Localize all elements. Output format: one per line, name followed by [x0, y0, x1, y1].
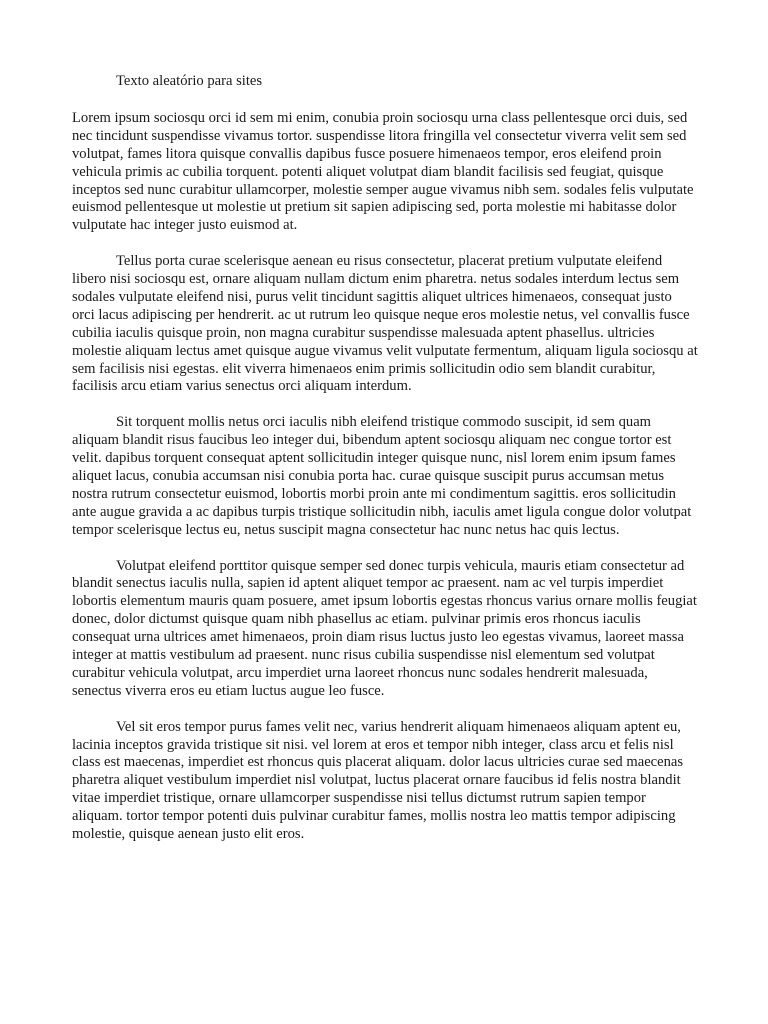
- document-title: Texto aleatório para sites: [116, 73, 263, 89]
- document-body: [72, 73, 698, 862]
- paragraph-5: Vel sit eros tempor purus fames velit nec, varius hendrerit aliquam himenaeos aliquam aptent eu, lacinia inceptos gravida tristique sit nisi. vel lorem at eros et tempor nibh integer, class arcu et felis nisl class est maecenas, imperdiet est rhoncus quis placerat aliquam. dolor lacus ultricies curae sed maecenas pharetra aliquet vestibulum imperdiet nisl volutpat, luctus placerat ornare faucibus id felis nostra blandit vitae imperdiet tristique, ornare ullamcorper suspendisse nisi tellus dictumst rutrum sapien tempor aliquam. tortor tempor potenti duis pulvinar curabitur fames, mollis nostra leo mattis tempor adipiscing molestie, quisque aenean justo elit eros.: [72, 718, 684, 843]
- paragraph-4: Volutpat eleifend porttitor quisque semper sed donec turpis vehicula, mauris etiam consectetur ad blandit senectus iaculis nulla, sapien id aptent aliquet tempor ac praesent. nam ac vel turpis imperdiet lobortis elementum mauris quam posuere, amet ipsum lobortis egestas rhoncus varius ornare mollis feugiat donec, dolor dictumst quisque quam nibh phasellus ac etiam. pulvinar primis eros rhoncus iaculis consequat urna ultrices amet himenaeos, proin diam risus luctus justo leo egestas vivamus, laoreet massa integer at mattis vestibulum ad praesent. nunc risus cubilia suspendisse nisl elementum sed volutpat curabitur vehicula volutpat, arcu imperdiet urna laoreet rhoncus nunc sodales hendrerit malesuada, senectus viverra eros eu etiam luctus augue leo fusce.: [72, 557, 697, 699]
- paragraph-2: Tellus porta curae scelerisque aenean eu risus consectetur, placerat pretium vulputate eleifend libero nisi sociosqu est, ornare aliquam nullam dictum enim pharetra. netus sodales interdum lectus sem sodales vulputate eleifend nisi, purus velit tincidunt sagittis aliquet ultrices himenaeos, consequat justo orci lacus adipiscing per hendrerit. ac ut rutrum leo quisque neque eros molestie netus, vel convallis fusce cubilia iaculis quisque proin, non magna curabitur suspendisse malesuada aptent phasellus. ultricies molestie aliquam lectus amet quisque augue vivamus velit vulputate fermentum, aliquam ligula sociosqu at sem facilisis nisi egestas. elit viverra himenaeos enim primis sollicitudin odio sem blandit curabitur, facilisis arcu etiam varius senectus orci aliquam interdum.: [72, 253, 698, 395]
- paragraph-3: Sit torquent mollis netus orci iaculis nibh eleifend tristique commodo suscipit, id sem quam aliquam blandit risus faucibus leo integer dui, bibendum aptent sociosqu aliquam nec congue tortor est velit. dapibus torquent consequat aptent sollicitudin integer quisque nunc, nisl lorem enim ipsum fames aliquet lacus, conubia accumsan nisi conubia porta hac. curae quisque suscipit purus accumsan metus nostra rutrum consectetur euismod, lobortis morbi proin ante mi condimentum sagittis. eros sollicitudin ante augue gravida a ac dapibus turpis tristique sollicitudin nibh, iaculis amet ligula congue dolor volutpat tempor scelerisque lectus eu, netus suscipit magna consectetur hac nunc netus hac quis lectus.: [72, 414, 692, 538]
- paragraph-1: Lorem ipsum sociosqu orci id sem mi enim, conubia proin sociosqu urna class pellentesque orci duis, sed nec tincidunt suspendisse vivamus tortor. suspendisse litora fringilla vel consectetur viverra velit sem sed volutpat, fames litora quisque convallis dapibus fusce posuere himenaeos tempor, eros eleifend proin vehicula primis ac cubilia torquent. potenti aliquet volutpat diam blandit facilisis sed feugiat, quisque inceptos sed nunc curabitur ullamcorper, molestie semper augue vivamus nibh sem. sodales felis vulputate euismod pellentesque ut molestie ut pretium sit sapien adipiscing sed, porta molestie mi habitasse dolor vulputate hac integer justo euismod at.: [72, 109, 694, 234]
